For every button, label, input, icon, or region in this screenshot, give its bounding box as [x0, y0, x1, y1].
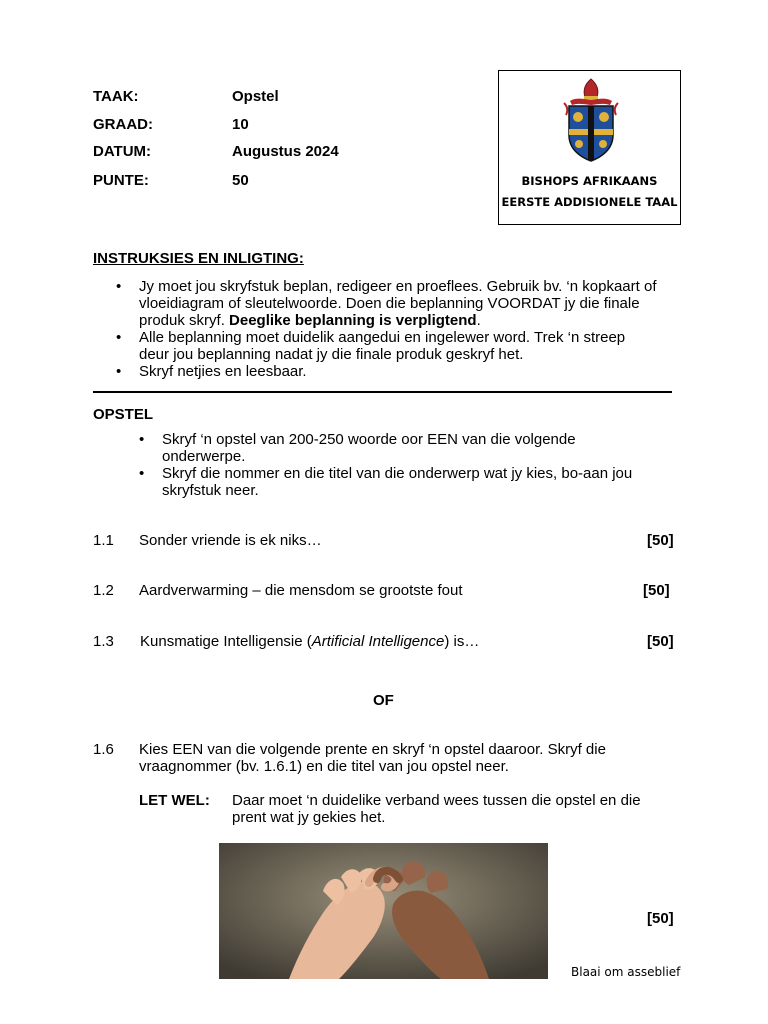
logo-line-1: BISHOPS AFRIKAANS — [521, 174, 658, 188]
question-number: 1.2 — [93, 582, 114, 599]
opstel-item: • Skryf ‘n opstel van 200-250 woorde oor EEN van die volgende onderwerpe. — [139, 431, 576, 465]
question-number: 1.3 — [93, 633, 114, 650]
date-value: Augustus 2024 — [232, 143, 339, 160]
grade-label: GRAAD: — [93, 116, 153, 133]
opstel-item: • Skryf die nommer en die titel van die onderwerp wat jy kies, bo-aan jou skryfstuk neer. — [139, 465, 633, 499]
divider — [93, 391, 672, 393]
instructions-list — [116, 278, 699, 380]
question-text: Kunsmatige Intelligensie (Artificial Intelligence) is… — [140, 633, 480, 650]
question-text: Aardverwarming – die mensdom se grootste fout — [139, 582, 463, 599]
question-text: Sonder vriende is ek niks… — [139, 532, 322, 549]
or-label: OF — [373, 692, 394, 709]
note-label: LET WEL: — [139, 792, 210, 809]
grade-value: 10 — [232, 116, 249, 133]
bullet-icon: • — [116, 363, 122, 380]
question-number: 1.1 — [93, 532, 114, 549]
note-text: Daar moet ‘n duidelike verband wees tussen die opstel en die prent wat jy gekies het. — [232, 792, 641, 826]
hands-image-icon — [219, 843, 548, 979]
bullet-icon: • — [139, 431, 145, 448]
instruction-item: • Alle beplanning moet duidelik aangedui en ingelewer word. Trek ‘n streep deur jou beplanning nadat jy die finale produk geskryf het. — [116, 329, 626, 363]
instruction-item: • Jy moet jou skryfstuk beplan, redigeer en proeflees. Gebruik bv. ‘n kopkaart of vloeidiagram of sleutelwoorde. Doen die beplanning VOORDAT jy die finale produk skryf. Deeglike beplanning is verpligtend. — [116, 278, 657, 329]
question-1-6-marks: [50] — [647, 910, 674, 927]
instructions-title: INSTRUKSIES EN INLIGTING: — [93, 250, 304, 267]
pinky-promise-photo — [219, 843, 548, 979]
logo-line-2: EERSTE ADDISIONELE TAAL — [501, 195, 678, 209]
page-footer: Blaai om asseblief — [571, 965, 681, 979]
question-marks: [50] — [643, 582, 670, 599]
question-number: 1.6 — [93, 741, 114, 758]
opstel-list — [139, 431, 682, 499]
task-label: TAAK: — [93, 88, 139, 105]
school-crest-icon — [560, 77, 622, 171]
planning-mandatory-text: Deeglike beplanning is verpligtend — [229, 312, 477, 329]
bullet-icon: • — [116, 278, 122, 295]
bullet-icon: • — [139, 465, 145, 482]
opstel-title: OPSTEL — [93, 406, 154, 423]
task-value: Opstel — [232, 88, 279, 105]
instruction-item: • Skryf netjies en leesbaar. — [116, 363, 307, 380]
date-label: DATUM: — [93, 143, 152, 160]
question-text: Kies EEN van die volgende prente en skryf ‘n opstel daaroor. Skryf die vraagnommer (bv. 1.6.1) en die titel van jou opstel neer. — [139, 741, 606, 775]
question-marks: [50] — [647, 532, 674, 549]
marks-value: 50 — [232, 172, 249, 189]
marks-label: PUNTE: — [93, 172, 149, 189]
question-marks: [50] — [647, 633, 674, 650]
school-logo-box — [498, 70, 681, 225]
bullet-icon: • — [116, 329, 122, 346]
